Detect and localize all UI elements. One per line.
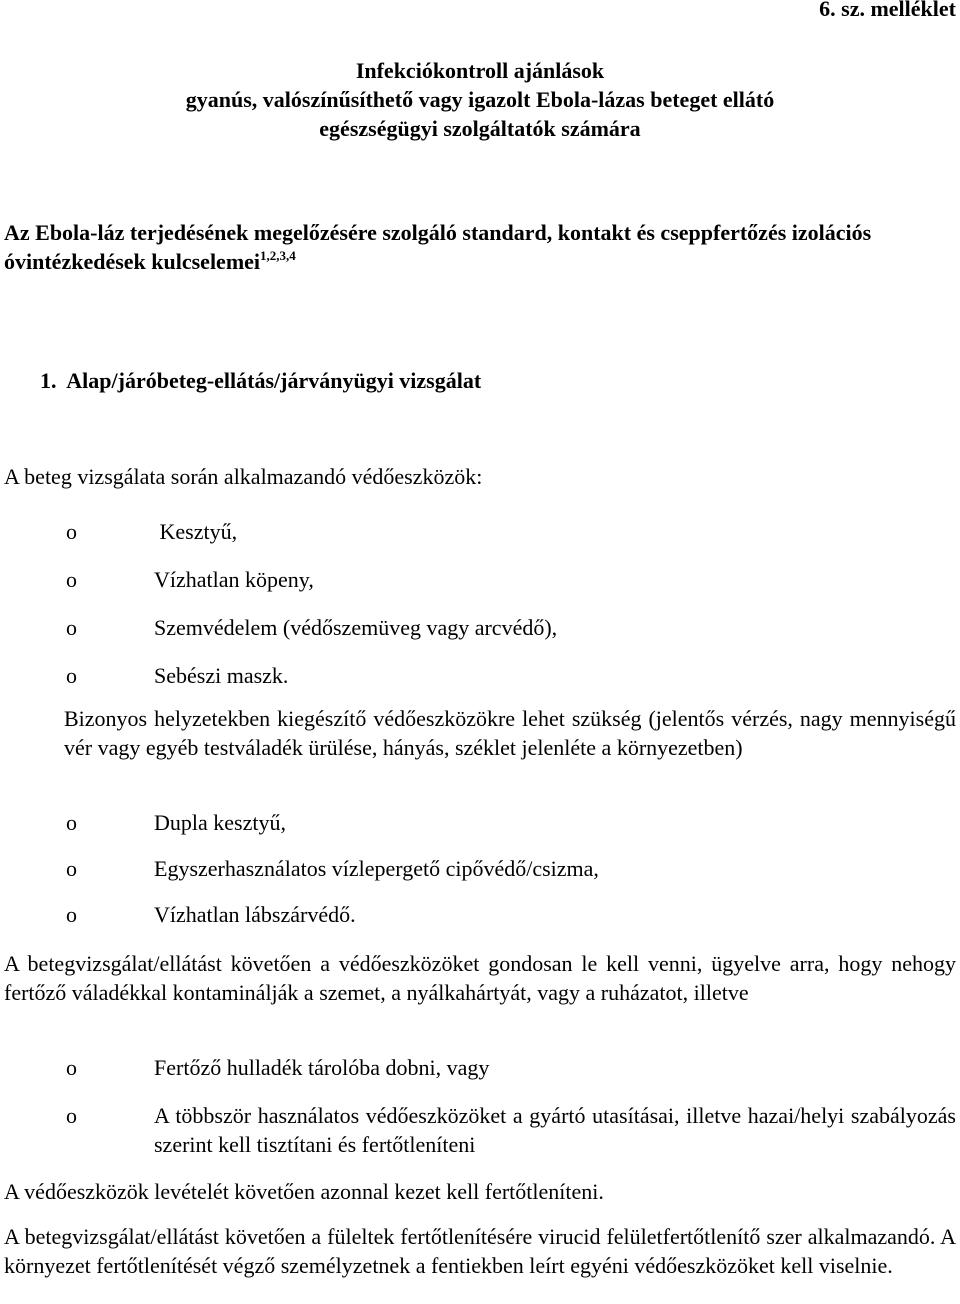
bullet-mark: o (66, 663, 77, 688)
bullet-mark: o (66, 902, 77, 927)
disposal-list (66, 1053, 956, 1159)
title-line-3: egészségügyi szolgáltatók számára (319, 116, 641, 141)
list-item-text: Fertőző hulladék tárolóba dobni, vagy (154, 1055, 490, 1080)
subheading (4, 218, 954, 276)
additional-equipment-list (66, 808, 956, 929)
list-item (66, 808, 956, 854)
title-line-2: gyanús, valószínűsíthető vagy igazolt Ebola-lázas beteget ellátó (185, 87, 775, 112)
earpiece-disinfection-paragraph: A betegvizsgálat/ellátást követően a füleltek fertőtlenítésére virucid felületfertőtlenítő szer alkalmazandó. A környezet fertőtlenítését végző személyzetnek a fentiekben leírt egyéni védőeszközöket kell viselnie. (4, 1224, 956, 1278)
subheading-references: 1,2,3,4 (260, 248, 296, 263)
annex-label: 6. sz. melléklet (819, 0, 956, 21)
bullet-mark: o (66, 519, 77, 544)
bullet-mark: o (66, 1055, 77, 1080)
document-title (0, 56, 960, 143)
bullet-mark: o (66, 615, 77, 640)
list-item-text: A többször használatos védőeszközöket a gyártó utasításai, illetve hazai/helyi szabályozás szerint kell tisztítani és fertőtleníteni (154, 1103, 956, 1157)
section-heading: 1. Alap/járóbeteg-ellátás/járványügyi vizsgálat (40, 368, 482, 393)
title-line-1: Infekciókontroll ajánlások (355, 58, 605, 83)
bullet-mark: o (66, 1103, 77, 1128)
list-item (66, 565, 956, 613)
list-item (66, 854, 956, 900)
additional-equipment-paragraph: Bizonyos helyzetekben kiegészítő védőeszközökre lehet szükség (jelentős vérzés, nagy mennyiségű vér vagy egyéb testváladék ürülése, hányás, széklet jelenléte a környezetben) (64, 706, 956, 760)
removal-paragraph: A betegvizsgálat/ellátást követően a védőeszközöket gondosan le kell venni, ügyelve arra, hogy nehogy fertőző váladékkal kontaminálják a szemet, a nyálkahártyát, vagy a ruházatot, illetve (4, 951, 956, 1005)
list-item (66, 613, 956, 661)
bullet-mark: o (66, 810, 77, 835)
list-item-text: Vízhatlan lábszárvédő. (154, 902, 356, 927)
list-item-text: Sebészi maszk. (154, 663, 289, 688)
list-item (66, 517, 956, 565)
protective-equipment-list (66, 517, 956, 690)
bullet-mark: o (66, 567, 77, 592)
hand-disinfection-paragraph: A védőeszközök levételét követően azonnal kezet kell fertőtleníteni. (4, 1179, 604, 1204)
list-item (66, 1053, 956, 1101)
list-item-text: Dupla kesztyű, (154, 810, 286, 835)
list-item-text: Vízhatlan köpeny, (154, 567, 314, 592)
list-item-text: Egyszerhasználatos vízlepergető cipővédő/csizma, (154, 856, 599, 881)
intro-paragraph: A beteg vizsgálata során alkalmazandó védőeszközök: (4, 464, 483, 489)
list-item (66, 661, 956, 690)
list-item (66, 1101, 956, 1159)
bullet-mark: o (66, 856, 77, 881)
subheading-text: Az Ebola-láz terjedésének megelőzésére szolgáló standard, kontakt és cseppfertőzés izolációs óvintézkedések kulcselemei (4, 220, 872, 274)
list-item-text: Szemvédelem (védőszemüveg vagy arcvédő), (154, 615, 558, 640)
list-item-text: Kesztyű, (154, 519, 238, 544)
list-item (66, 900, 956, 929)
